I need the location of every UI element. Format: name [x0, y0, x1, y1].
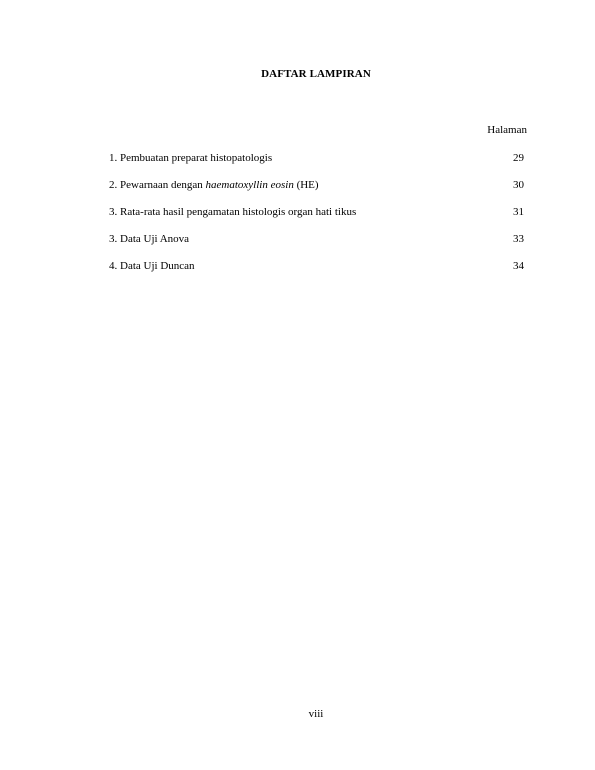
- appendix-list: [109, 152, 524, 287]
- entry-label: 2. Pewarnaan dengan haematoxyllin eosin (HE): [109, 179, 319, 191]
- footer-page-number: viii: [308, 708, 324, 720]
- page-title: DAFTAR LAMPIRAN: [261, 68, 371, 80]
- entry-page-number: 33: [513, 233, 524, 245]
- list-item: [109, 179, 524, 206]
- entry-page-number: 31: [513, 206, 524, 218]
- entry-label: 3. Data Uji Anova: [109, 233, 190, 245]
- entry-page-number: 29: [513, 152, 524, 164]
- list-item: [109, 260, 524, 287]
- entry-label: 3. Rata-rata hasil pengamatan histologis organ hati tikus: [109, 206, 357, 218]
- list-item: [109, 233, 524, 260]
- entry-page-number: 30: [513, 179, 524, 191]
- list-item: [109, 206, 524, 233]
- entry-label: 1. Pembuatan preparat histopatologis: [109, 152, 273, 164]
- page-column-header: Halaman: [487, 124, 527, 136]
- entry-page-number: 34: [513, 260, 524, 272]
- list-item: [109, 152, 524, 179]
- entry-label: 4. Data Uji Duncan: [109, 260, 195, 272]
